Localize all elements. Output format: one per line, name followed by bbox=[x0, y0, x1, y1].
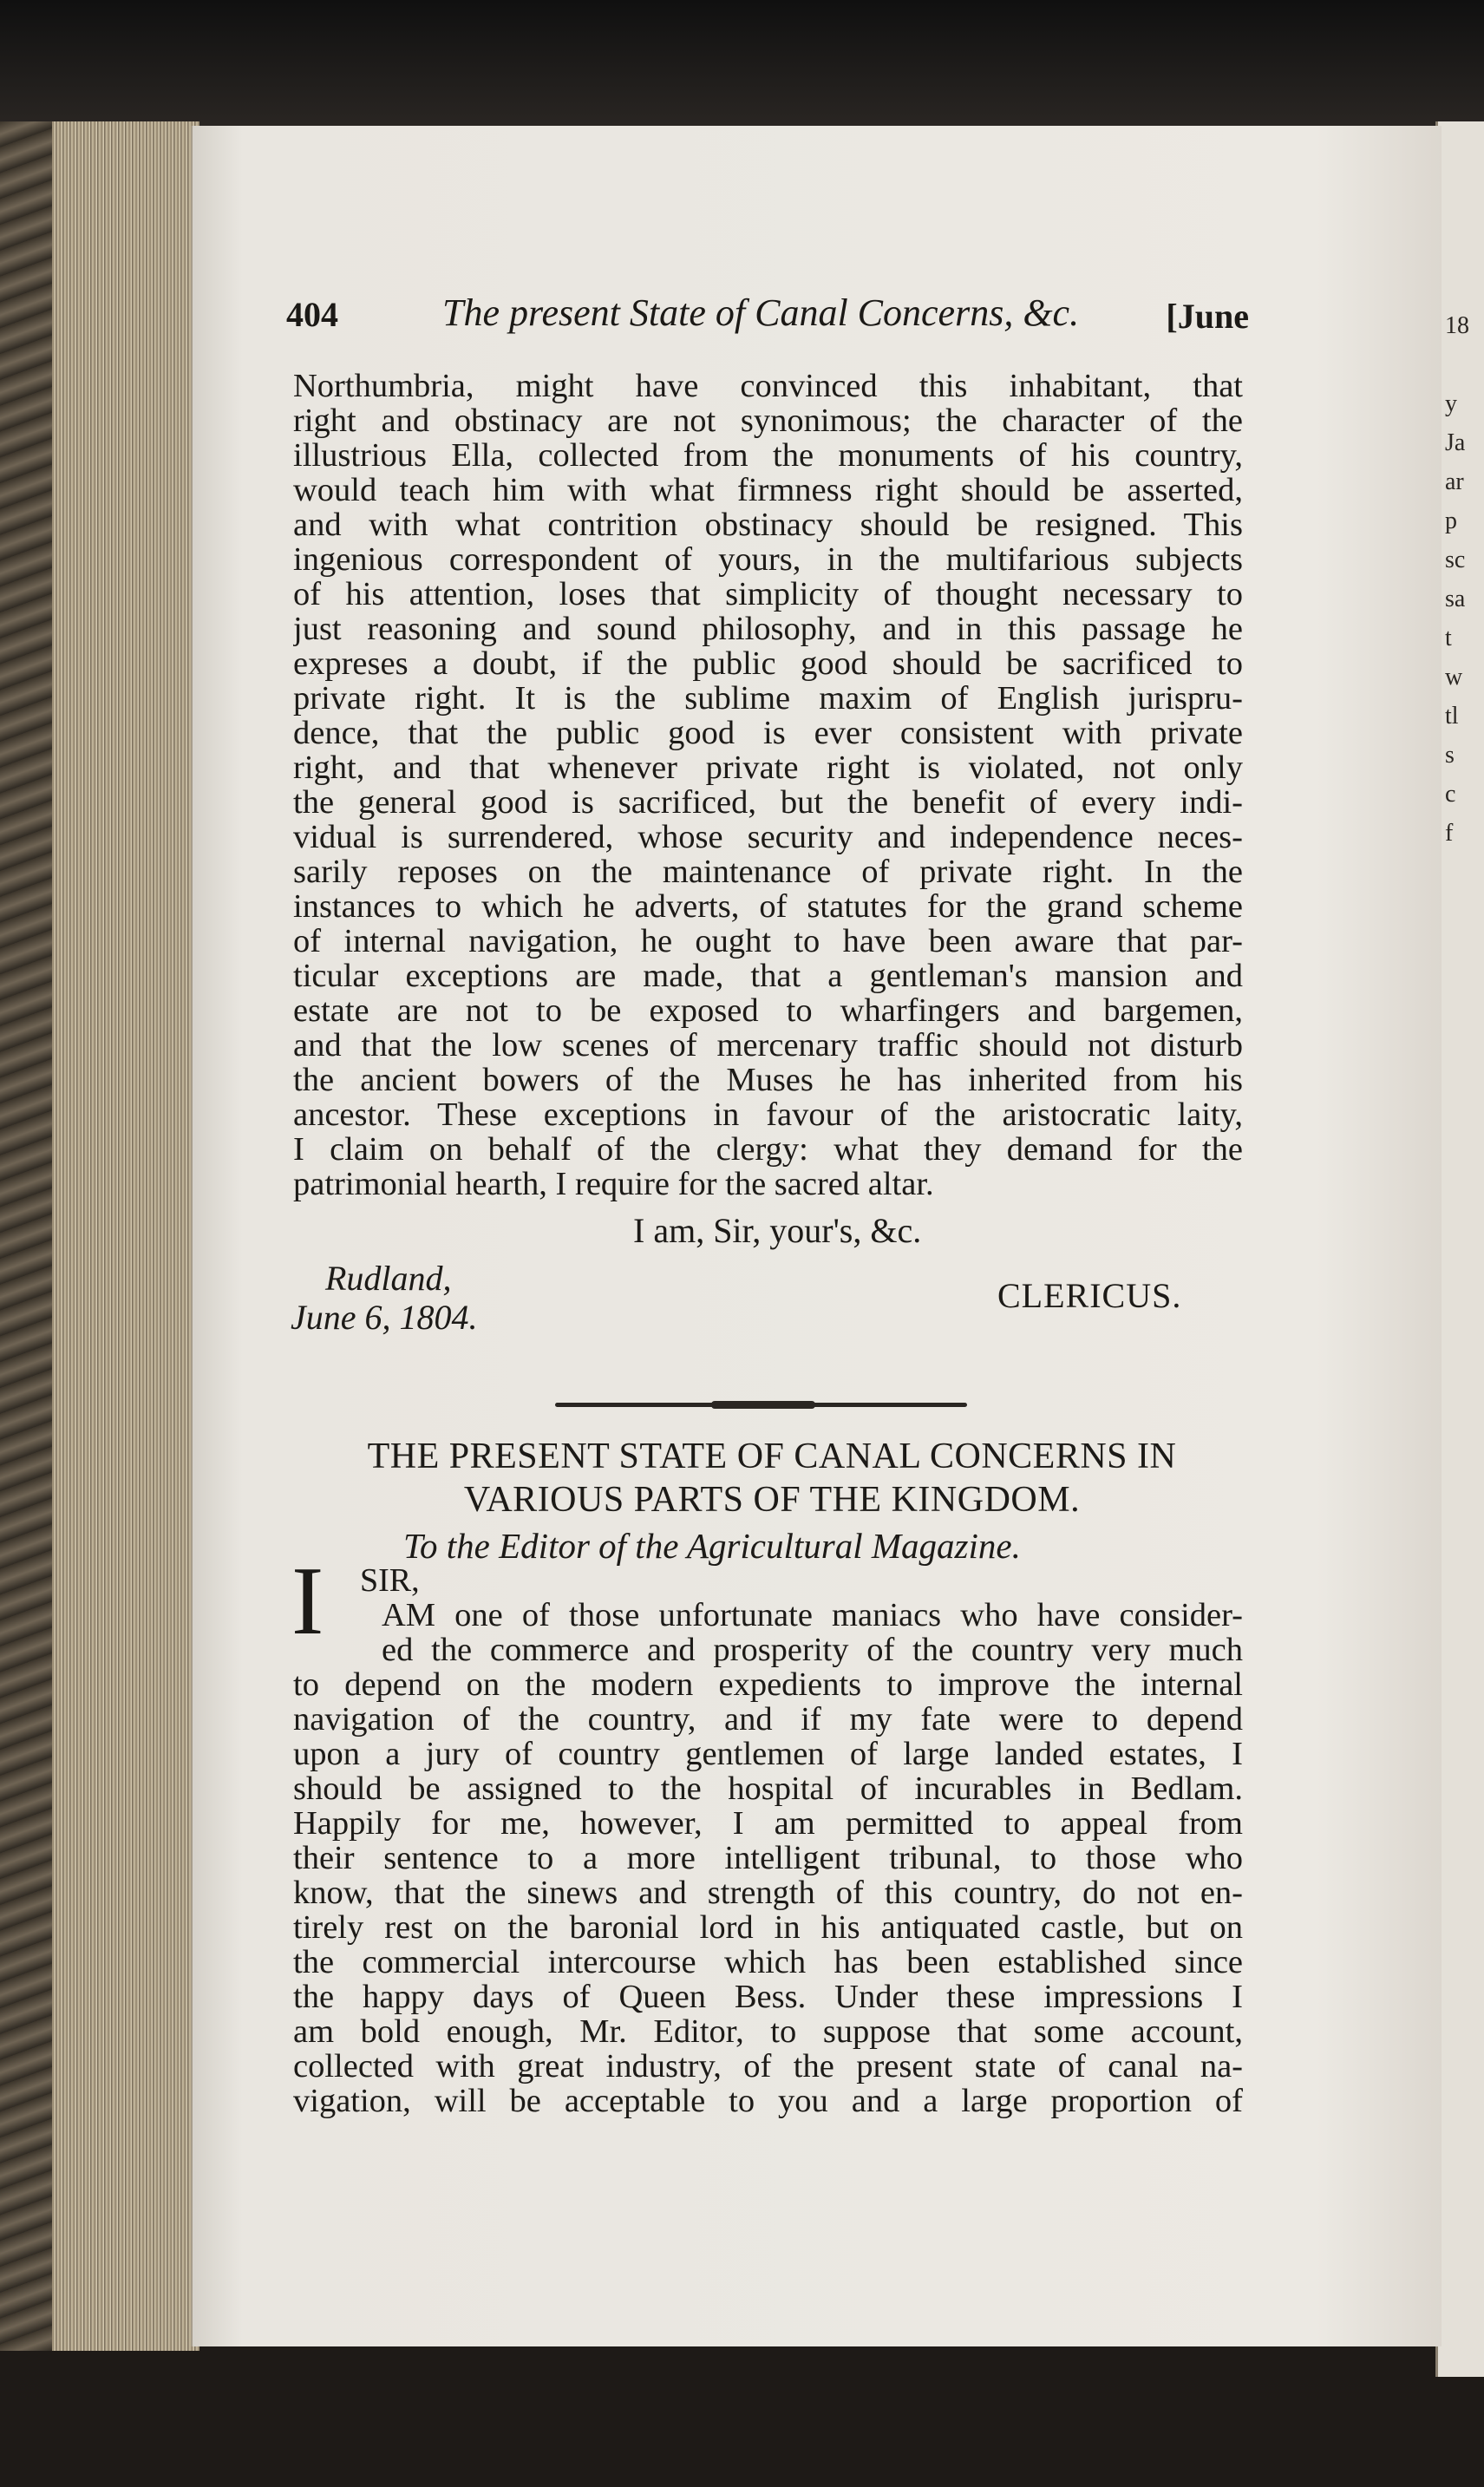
facing-fragment: sa bbox=[1445, 586, 1466, 612]
text-line: should be assigned to the hospital of incurables in Bedlam. bbox=[293, 1771, 1243, 1806]
text-line: of his attention, loses that simplicity of thought necessary to bbox=[293, 577, 1243, 612]
facing-fragment: f bbox=[1445, 820, 1454, 847]
text-line: I claim on behalf of the clergy: what they demand for the bbox=[293, 1132, 1243, 1167]
facing-fragment: y bbox=[1445, 390, 1457, 417]
text-line: patrimonial hearth, I require for the sacred altar. bbox=[293, 1167, 934, 1201]
top-shadow bbox=[0, 0, 1484, 130]
text-line: ticular exceptions are made, that a gentleman's mansion and bbox=[293, 959, 1243, 993]
page-header bbox=[286, 291, 1249, 343]
text-line: of internal navigation, he ought to have been aware that par- bbox=[293, 924, 1243, 959]
text-line: Happily for me, however, I am permitted to appeal from bbox=[293, 1806, 1243, 1841]
text-line: tirely rest on the baronial lord in his antiquated castle, but on bbox=[293, 1910, 1243, 1945]
text-line: their sentence to a more intelligent tribunal, to those who bbox=[293, 1841, 1243, 1875]
text-line: right, and that whenever private right is violated, not only bbox=[293, 750, 1243, 785]
facing-fragment: sc bbox=[1445, 546, 1466, 573]
facing-fragment: p bbox=[1445, 507, 1457, 534]
text-line: right and obstinacy are not synonimous; the character of the bbox=[293, 403, 1243, 438]
facing-fragment: 18 bbox=[1445, 312, 1469, 339]
text-line: and that the low scenes of mercenary traffic should not disturb bbox=[293, 1028, 1243, 1063]
text-line: ancestor. These exceptions in favour of the aristocratic laity, bbox=[293, 1097, 1243, 1132]
text-line: the happy days of Queen Bess. Under these impressions I bbox=[293, 1980, 1243, 2014]
article-title-line-1: THE PRESENT STATE OF CANAL CONCERNS IN bbox=[367, 1437, 1177, 1476]
section-divider bbox=[555, 1403, 967, 1407]
text-line: collected with great industry, of the present state of canal na- bbox=[293, 2049, 1243, 2084]
text-line: upon a jury of country gentlemen of large landed estates, I bbox=[293, 1737, 1243, 1771]
signature: CLERICUS. bbox=[997, 1276, 1182, 1315]
facing-fragment: c bbox=[1445, 781, 1456, 808]
book-cover-edge bbox=[0, 121, 52, 2351]
text-line: would teach him with what firmness right should be asserted, bbox=[293, 473, 1243, 507]
text-line: the commercial intercourse which has been established since bbox=[293, 1945, 1243, 1980]
facing-fragment: w bbox=[1445, 664, 1463, 690]
salutation: SIR, bbox=[360, 1562, 420, 1599]
running-title: The present State of Canal Concerns, &c. bbox=[442, 291, 1080, 334]
text-line: to depend on the modern expedients to improve the internal bbox=[293, 1667, 1243, 1702]
text-line: and with what contrition obstinacy should be resigned. This bbox=[293, 507, 1243, 542]
letter-date: June 6, 1804. bbox=[291, 1298, 478, 1337]
text-line: know, that the sinews and strength of this country, do not en- bbox=[293, 1875, 1243, 1910]
text-line: illustrious Ella, collected from the monuments of his country, bbox=[293, 438, 1243, 473]
text-line: dence, that the public good is ever consistent with private bbox=[293, 716, 1243, 750]
text-line: navigation of the country, and if my fate were to depend bbox=[293, 1702, 1243, 1737]
facing-fragment: t bbox=[1445, 625, 1452, 651]
text-line: Northumbria, might have convinced this inhabitant, that bbox=[293, 369, 1243, 403]
month-mark: [June bbox=[1166, 297, 1249, 336]
text-line: sarily reposes on the maintenance of private right. In the bbox=[293, 854, 1243, 889]
letter-place: Rudland, bbox=[325, 1259, 452, 1298]
text-line: the ancient bowers of the Muses he has inherited from his bbox=[293, 1063, 1243, 1097]
text-line: expreses a doubt, if the public good should be sacrificed to bbox=[293, 646, 1243, 681]
facing-fragment: tl bbox=[1445, 703, 1459, 730]
text-line: AM one of those unfortunate maniacs who have consider- bbox=[382, 1598, 1243, 1633]
closing-line: I am, Sir, your's, &c. bbox=[633, 1211, 922, 1250]
text-line: private right. It is the sublime maxim of English jurispru- bbox=[293, 681, 1243, 716]
text-line: just reasoning and sound philosophy, and in this passage he bbox=[293, 612, 1243, 646]
text-line: instances to which he adverts, of statutes for the grand scheme bbox=[293, 889, 1243, 924]
text-line: the general good is sacrificed, but the benefit of every indi- bbox=[293, 785, 1243, 820]
page-number: 404 bbox=[286, 295, 338, 334]
facing-page bbox=[1435, 121, 1484, 2377]
text-line: ingenious correspondent of yours, in the multifarious subjects bbox=[293, 542, 1243, 577]
drop-cap: I bbox=[291, 1548, 324, 1655]
text-line: vigation, will be acceptable to you and a large proportion of bbox=[293, 2084, 1243, 2118]
article-address: To the Editor of the Agricultural Magazine. bbox=[403, 1526, 1021, 1566]
text-line: estate are not to be exposed to wharfingers and bargemen, bbox=[293, 993, 1243, 1028]
facing-fragment: s bbox=[1445, 742, 1455, 769]
text-line: ed the commerce and prosperity of the country very much bbox=[382, 1633, 1243, 1667]
facing-fragment: Ja bbox=[1445, 429, 1466, 456]
text-line: am bold enough, Mr. Editor, to suppose that some account, bbox=[293, 2014, 1243, 2049]
facing-fragment: ar bbox=[1445, 468, 1464, 495]
text-line: vidual is surrendered, whose security and independence neces- bbox=[293, 820, 1243, 854]
article-title-line-2: VARIOUS PARTS OF THE KINGDOM. bbox=[463, 1480, 1081, 1520]
